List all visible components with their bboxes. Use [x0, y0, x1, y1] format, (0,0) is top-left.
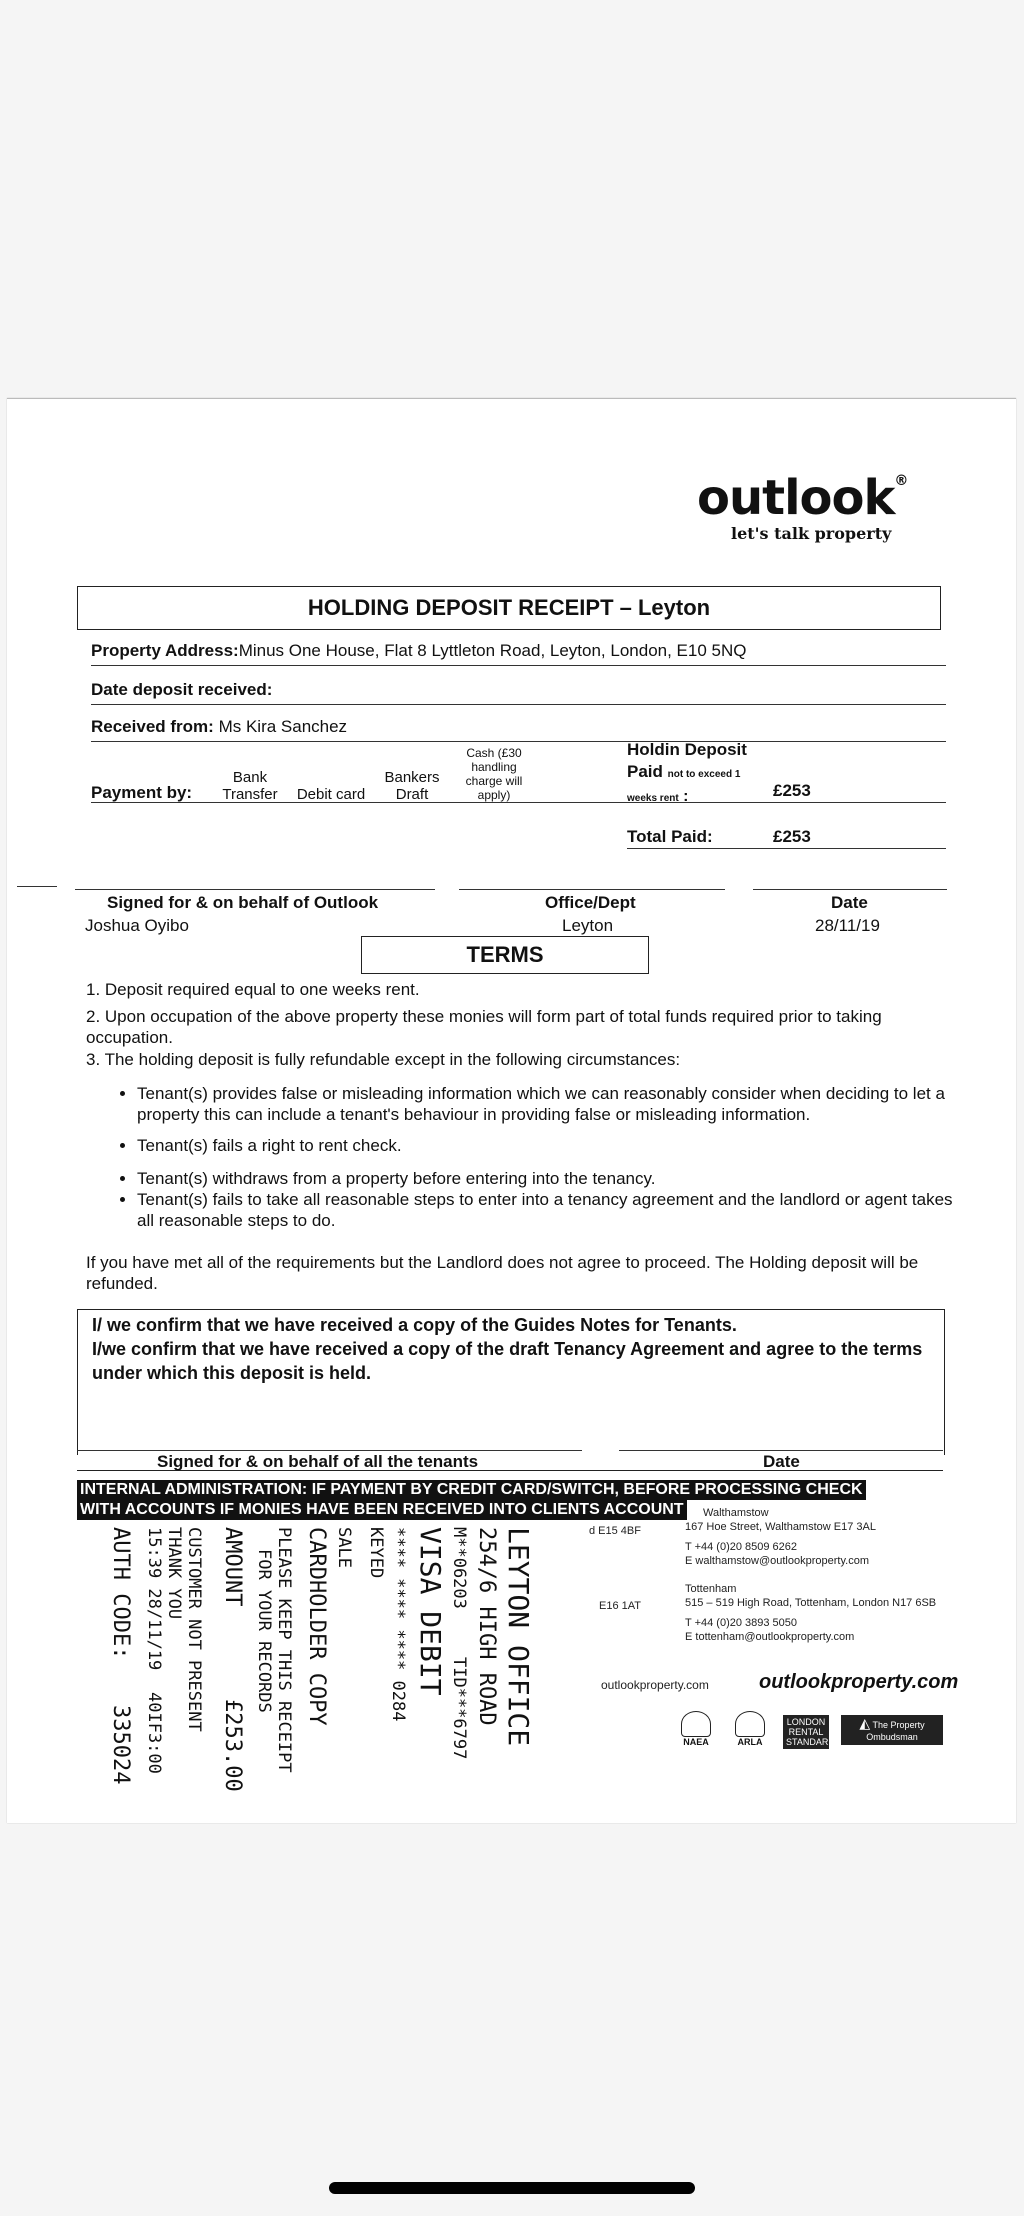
cash-line2: handling	[471, 760, 517, 774]
office-dept-label: Office/Dept	[545, 893, 636, 912]
property-address-label: Property Address:	[91, 641, 239, 660]
signature-line-date	[753, 889, 947, 890]
holding-small-note: not to exceed 1	[667, 769, 741, 780]
tottenham-phone: T +44 (0)20 3893 5050	[685, 1617, 798, 1629]
term-1: 1. Deposit required equal to one weeks rent.	[86, 980, 420, 999]
terms-heading: TERMS	[361, 936, 649, 974]
date-deposit-label: Date deposit received:	[91, 680, 273, 699]
walthamstow-address: 167 Hoe Street, Walthamstow E17 3AL	[685, 1521, 876, 1533]
receipt-keyed: KEYED	[366, 1527, 386, 1579]
holding-line2: Paid	[627, 762, 663, 781]
holding-small-note2: weeks rent	[627, 793, 679, 804]
ombudsman-label: The Property Ombudsman	[866, 1720, 925, 1742]
tenant-date-line	[619, 1450, 943, 1451]
postcode-fragment-2: E16 1AT	[599, 1600, 641, 1612]
payment-option-bank-transfer	[215, 769, 285, 803]
receipt-keep-line2: FOR YOUR RECORDS	[254, 1549, 274, 1713]
home-indicator[interactable]	[329, 2182, 695, 2194]
tenant-date-label: Date	[763, 1452, 800, 1471]
logo-wordmark: outlook	[697, 470, 895, 526]
term-2: 2. Upon occupation of the above property these monies will form part of total funds required prior to taking occupation.	[86, 1007, 882, 1047]
receipt-thank-you: THANK YOU	[164, 1527, 184, 1620]
naea-icon	[681, 1711, 711, 1737]
arla-icon	[735, 1711, 765, 1737]
payment-option-debit-card: Debit card	[296, 786, 366, 803]
tottenham-name: Tottenham	[685, 1583, 737, 1595]
tottenham-address: 515 – 519 High Road, Tottenham, London N17 6SB	[685, 1597, 937, 1609]
terms-bullet: • Tenant(s) fails a right to rent check.	[137, 1135, 957, 1156]
receipt-sale: SALE	[334, 1527, 354, 1568]
receipt-ref: 40IF3:00	[144, 1692, 164, 1774]
tottenham-office	[685, 1582, 936, 1644]
naea-badge	[675, 1711, 717, 1747]
logo-tagline: let's talk property	[731, 524, 892, 543]
receipt-timestamp: 15:39 28/11/19	[144, 1527, 164, 1671]
property-ombudsman-badge	[841, 1715, 943, 1745]
holding-line1: Holdin Deposit	[627, 740, 747, 759]
total-paid-line	[627, 848, 946, 849]
property-address-row	[91, 641, 946, 666]
signature-line-office	[459, 889, 725, 890]
receipt-cardholder-copy: CARDHOLDER COPY	[304, 1527, 329, 1726]
signed-outlook-label: Signed for & on behalf of Outlook	[107, 893, 379, 912]
arla-badge	[729, 1711, 771, 1747]
date-deposit-row	[91, 680, 946, 705]
bankers-line1: Bankers	[384, 769, 440, 786]
terms-bullet: • Tenant(s) withdraws from a property before entering into the tenancy.	[137, 1168, 957, 1189]
cash-line4: apply)	[477, 788, 511, 802]
confirm-line-1: I/ we confirm that we have received a copy of the Guides Notes for Tenants.	[92, 1315, 737, 1335]
walthamstow-email: E walthamstow@outlookproperty.com	[685, 1555, 869, 1567]
refund-note: If you have met all of the requirements but the Landlord does not agree to proceed. The Holding deposit will be refunded.	[86, 1253, 919, 1293]
term-3: 3. The holding deposit is fully refundable except in the following circumstances:	[86, 1050, 681, 1069]
receipt-card-number: **** **** **** 0284	[388, 1527, 408, 1722]
cash-line3: charge will	[465, 774, 523, 788]
terms-bullet: • Tenant(s) provides false or misleading information which we can reasonably consider when deciding to let a property this can include a tenant's behaviour in providing false or misleading information.	[137, 1083, 957, 1125]
received-from-row	[91, 717, 946, 742]
postcode-fragment-1: d E15 4BF	[589, 1525, 641, 1537]
holding-deposit-value: £253	[773, 781, 811, 800]
tenant-signature-line	[77, 1450, 582, 1451]
margin-mark	[17, 886, 57, 887]
outlook-logo	[697, 470, 917, 543]
total-paid-label: Total Paid:	[627, 827, 713, 846]
payment-option-cash	[454, 746, 534, 802]
bank-line2: Transfer	[222, 786, 278, 803]
signature-line-outlook	[75, 889, 435, 890]
receipt-auth-label: AUTH CODE:	[108, 1527, 133, 1660]
walthamstow-phone: T +44 (0)20 8509 6262	[685, 1541, 798, 1553]
receipt-address: 254/6 HIGH ROAD	[474, 1527, 499, 1726]
total-paid-value: £253	[773, 827, 811, 846]
website-url: outlookproperty.com	[759, 1671, 959, 1693]
received-from-label: Received from:	[91, 717, 214, 736]
arla-label: ARLA	[737, 1737, 763, 1747]
terms-bullet: • Tenant(s) fails to take all reasonable steps to enter into a tenancy agreement and the landlord or agent takes all reasonable steps to do.	[137, 1189, 957, 1231]
london-rental-standard-badge: LONDON RENTAL STANDARD	[783, 1715, 829, 1749]
receipt-keep-line1: PLEASE KEEP THIS RECEIPT	[274, 1527, 294, 1773]
receipt-amount-value: £253.00	[220, 1699, 245, 1792]
card-terminal-receipt	[102, 1527, 557, 1797]
walthamstow-office	[685, 1506, 876, 1568]
receipt-office: LEYTON OFFICE	[502, 1527, 535, 1747]
receipt-card-type: VISA DEBIT	[414, 1527, 447, 1696]
admin-notice-line1: INTERNAL ADMINISTRATION: IF PAYMENT BY CREDIT CARD/SWITCH, BEFORE PROCESSING CHECK	[77, 1480, 866, 1500]
bank-line1: Bank	[232, 769, 268, 786]
receipt-terminal-id: TID***6797	[449, 1657, 469, 1760]
admin-notice-line2: WITH ACCOUNTS IF MONIES HAVE BEEN RECEIVED INTO CLIENTS ACCOUNT	[77, 1500, 687, 1520]
receipt-merchant-id: M**06203	[449, 1527, 469, 1609]
naea-label: NAEA	[683, 1737, 709, 1747]
tenant-confirmation-text	[92, 1313, 932, 1385]
payment-by-label: Payment by:	[91, 783, 193, 802]
holding-deposit-label: Holdin Deposit Paid not to exceed 1 weeks rent :	[627, 740, 747, 805]
signed-outlook-name: Joshua Oyibo	[85, 916, 189, 935]
signed-tenants-label: Signed for & on behalf of all the tenants	[157, 1452, 479, 1471]
payment-option-bankers-draft	[377, 769, 447, 803]
signoff-date-label: Date	[831, 893, 868, 912]
receipt-amount-label: AMOUNT	[220, 1527, 245, 1607]
confirm-line-2: I/we confirm that we have received a copy of the draft Tenancy Agreement and agree to the terms under which this deposit is held.	[92, 1339, 923, 1383]
receipt-document	[7, 398, 1016, 1823]
bankers-line2: Draft	[395, 786, 429, 803]
tottenham-email: E tottenham@outlookproperty.com	[685, 1631, 855, 1643]
document-title: HOLDING DEPOSIT RECEIPT – Leyton	[77, 586, 941, 630]
signoff-date-value: 28/11/19	[815, 916, 880, 935]
terms-bullet-list	[107, 1083, 957, 1241]
property-address-value: Minus One House, Flat 8 Lyttleton Road, Leyton, London, E10 5NQ	[238, 641, 747, 660]
walthamstow-name: Walthamstow	[703, 1507, 769, 1519]
receipt-auth-code: 335024	[108, 1705, 133, 1785]
email-fragment: outlookproperty.com	[601, 1678, 709, 1692]
received-from-value: Ms Kira Sanchez	[218, 717, 348, 736]
logo-registered-mark: ®	[894, 473, 908, 489]
office-dept-value: Leyton	[562, 916, 614, 935]
receipt-customer-not-present: CUSTOMER NOT PRESENT	[184, 1527, 204, 1732]
cash-line1: Cash (£30	[466, 746, 522, 760]
ombudsman-triangle-icon: ◭	[859, 1715, 871, 1731]
